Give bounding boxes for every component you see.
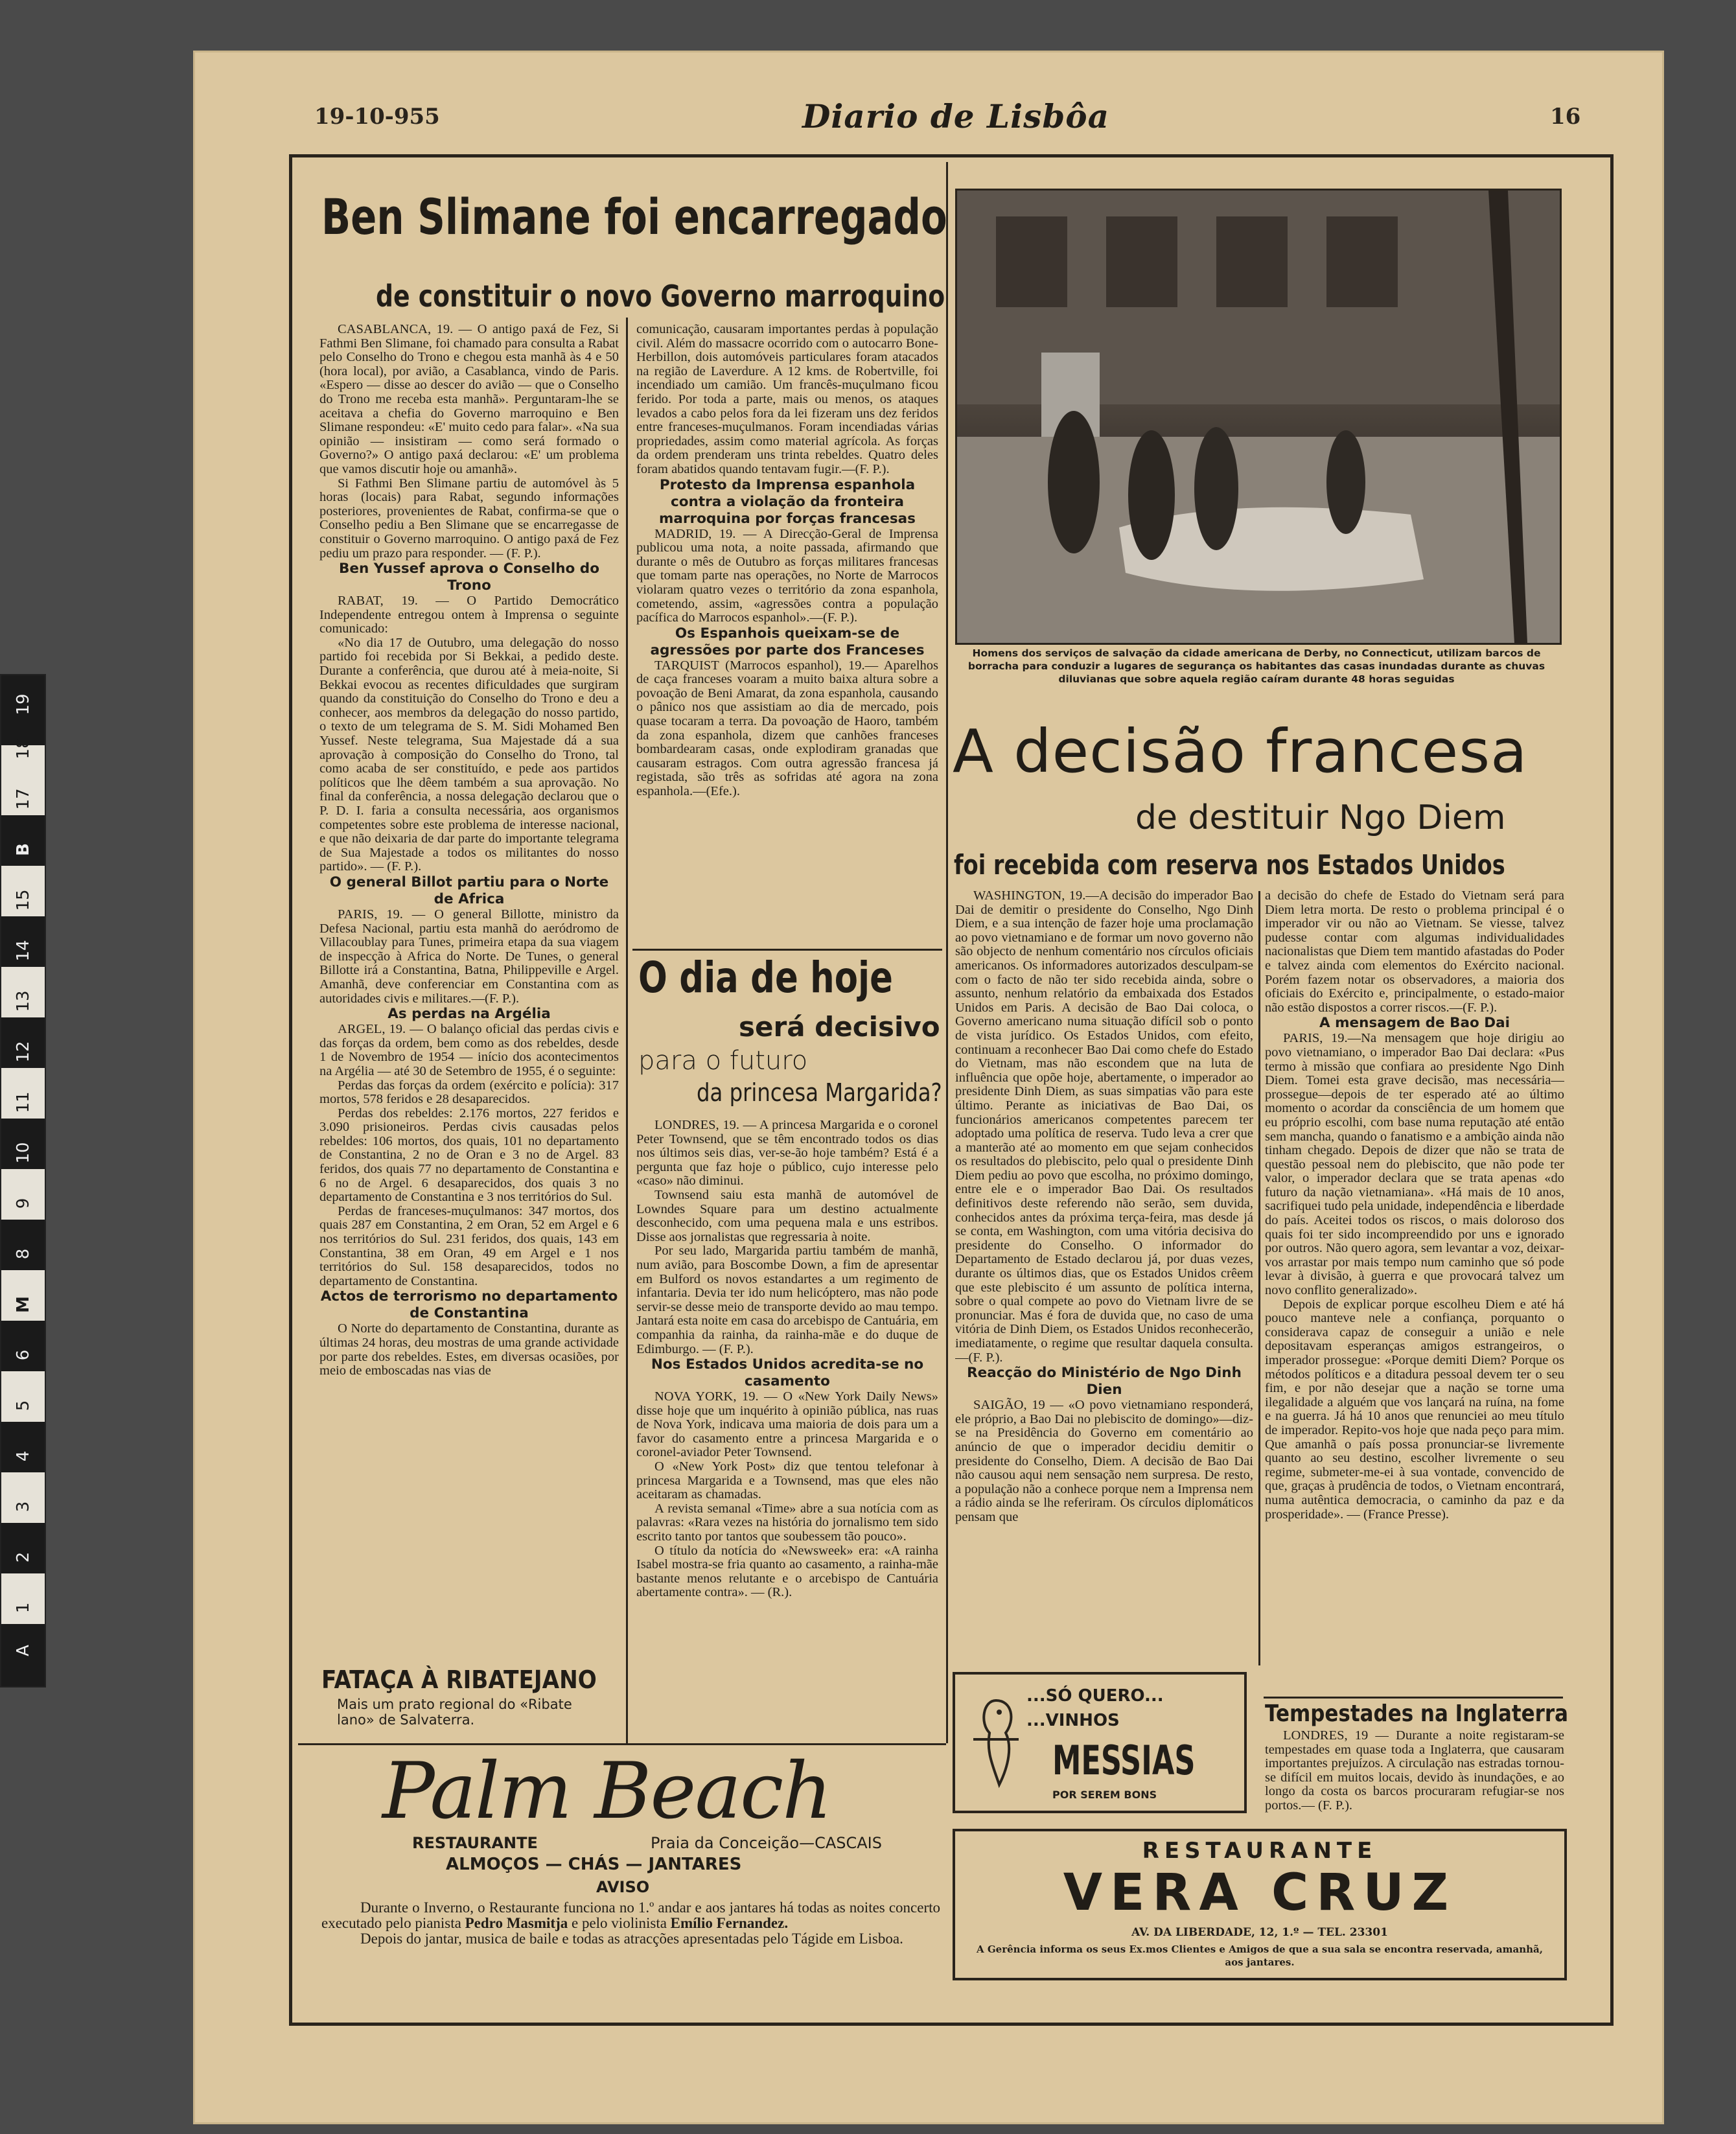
article-tempestades xyxy=(1265,1729,1564,1826)
paragraph: a decisão do chefe de Estado do Vietnam será para Diem letra morta. De resto o problema principal é o imperador vir ou não ao Vietnam. Se viesse, talvez pudesse contar com algumas individualidades nacionalistas que Diem tem mantido afastadas do Poder e talvez ainda com elementos do Exército nacional. Porém fazem notar os observadores, a maioria dos oficiais do Exército e, principalmente, o estado-maior não estão dispostos a correr riscos.—(F. P.). xyxy=(1265,889,1564,1015)
headline-decisao-francesa: A decisão francesa xyxy=(953,717,1528,786)
article-continuation xyxy=(636,323,938,944)
ad-palm-pianist: Pedro Masmitja xyxy=(465,1915,568,1931)
ruler-label: 13 xyxy=(14,990,33,1012)
paragraph: NOVA YORK, 19. — O «New York Daily News» disse hoje que um inquérito à opinião pública, nas ruas de Nova York, indicava uma maioria de dois para um a favor do casamento entre a princesa Margarida e o coronel-aviador Peter Townsend. xyxy=(636,1389,938,1460)
subhead: Os Espanhois queixam-se de agressões por parte dos Franceses xyxy=(650,625,925,658)
paragraph: Por seu lado, Margarida partiu também de manhã, num avião, para Boscombe Down, a fim de apresentar em Bulford os novos estandartes a um regimento de infantaria. Devia ter ido num helicóptero, mas não pode servir-se desse meio de transporte devido ao mau tempo. Jantará esta noite em casa do arcebispo de Cantuária, em companhia da rainha, da rainha-mãe e do duque de Edimburgo. — (F. P.). xyxy=(636,1244,938,1356)
ruler-label: M xyxy=(14,1296,33,1313)
parrot-icon xyxy=(967,1694,1025,1791)
deck-ngo-diem: de destituir Ngo Diem xyxy=(1135,798,1506,837)
column-rule xyxy=(946,162,948,1743)
photo-caption: Homens dos serviços de salvação da cidade americana de Derby, no Connecticut, utilizam barcos de borracha para conduzir a lugares de segurança os habitantes das casas inundadas durante as chuvas diluvianas que sobre aquela região caíram durante 48 horas seguidas xyxy=(967,647,1545,685)
ruler-label: A xyxy=(14,1645,33,1656)
ruler-label: 2 xyxy=(14,1551,33,1563)
ad-messias-tag: POR SEREM BONS xyxy=(1052,1789,1157,1801)
ad-palm-text xyxy=(321,1900,940,1947)
deck-decisivo: será decisivo xyxy=(739,1011,940,1043)
headline-dia-de-hoje: O dia de hoje xyxy=(638,953,893,1003)
paragraph: RABAT, 19. — O Partido Democrático Independente entregou ontem à Imprensa o seguinte comunicado: xyxy=(319,594,619,636)
masthead: Diario de Lisbôa xyxy=(802,97,1110,135)
photo-illustration xyxy=(957,191,1560,643)
column-rule xyxy=(1258,891,1260,1665)
article-ngo-diem-col2 xyxy=(1265,889,1564,1693)
ad-palm-text-part: Durante o Inverno, o Restaurante funciona no 1.º andar e aos jantares há todas as noites concerto executado pelo pianista xyxy=(321,1899,940,1931)
ad-palm-aviso: AVISO xyxy=(596,1878,650,1896)
paragraph: MADRID, 19. — A Direcção-Geral de Imprensa publicou uma nota, a noite passada, afirmando que durante o mês de Outubro as forças militares francesas que tomam parte nas operações, no Norte de Marrocos violaram quatro vezes o território da zona espanhola, cometendo, assim, «agressões contra a população pacífica do Marrocos espanhol».—(F. P.). xyxy=(636,526,938,625)
page-number: 16 xyxy=(1550,104,1581,130)
paragraph: LONDRES, 19 — Durante a noite registaram-se tempestades em quase toda a Inglaterra, que causaram importantes prejuízos. A circulação nas estradas tornou-se difícil em muitos locais, devido às inundações, e ao longo da costa os barcos procuraram refugiar-se nos portos.— (F. P.). xyxy=(1265,1729,1564,1813)
paragraph: A revista semanal «Time» abre a sua notícia com as palavras: «Rara vezes na história do jornalismo tem sido escrito tanto por tantos que soubessem tão pouco». xyxy=(636,1501,938,1544)
paragraph: Perdas dos rebeldes: 2.176 mortos, 227 feridos e 3.090 prisioneiros. Perdas civis causadas pelos rebeldes: 106 mortos, dos quais, 101 no departamento de Constantina, 2 no de Oran e 3 no de Argel. 83 feridos, dos quais 77 no departamento de Constantina e 6 no de Argel. 6 desaparecidos, dos quais 3 no departamento de Constantina e 3 nos territórios do Sul. xyxy=(319,1106,619,1205)
ruler-label: 3 xyxy=(14,1501,33,1513)
deck-ben-slimane: de constituir o novo Governo marroquino xyxy=(376,279,945,314)
ruler-label: 17 xyxy=(14,788,33,810)
ruler-label: 11 xyxy=(14,1091,33,1113)
ad-palm-paragraph xyxy=(321,1900,940,1931)
headline-ben-slimane: Ben Slimane foi encarregado xyxy=(321,188,947,246)
subhead: Ben Yussef aprova o Conselho do Trono xyxy=(339,561,599,594)
ad-vera-note: A Gerência informa os seus Ex.mos Clientes e Amigos de que a sua sala se encontra reservada, amanhã, aos jantares. xyxy=(977,1943,1543,1968)
section-rule xyxy=(298,1743,946,1745)
paragraph: WASHINGTON, 19.—A decisão do imperador Bao Dai de demitir o presidente do Conselho, Ngo Dinh Diem, e a sua intenção de fazer hoje uma proclamação ao povo vietnamiano e de formar um novo governo não são objecto de nenhum comentário nos círculos oficiais americanos. Os informadores autorizados desculpam-se com o facto de não ter sido recebida ainda, sobre o assunto, nenhum relatório da embaixada dos Estados Unidos em Paris. A decisão de Bao Dai coloca, o Governo americano numa situação difícil sob o ponto de vista jurídico. Os Estados Unidos, com efeito, continuam a reconhecer Bao Dai como chefe do Estado do Vietnam, mas não escondem que na luta de influência que opõe hoje, abertamente, o imperador ao presidente Dinh Diem, as suas simpatias vão para este último. Perante as iniciativas de Bao Dai, os funcionários americanos competentes parecem ter adoptado uma política de reserva. Tudo leva a crer que a manterão até ao momento em que sejam conhecidos os resultados do plebiscito, pelo qual o presidente Dinh Diem pediu ao povo que escolha, no próximo domingo, entre ele e o imperador Bao Dai. Os resultados definitivos deste referendo não serão, sem duvida, conhecidos antes da próxima terça-feira, mas desde já se conta, em Washington, com uma vitória decisiva do presidente do Conselho. O informador do Departamento de Estado declarou já, por duas vezes, durante os últimos dias, que os Estados Unidos crêem que este plebiscito é um assunto de política interna, sobre o qual compete ao povo do Vietnam livre de se pronunciar. Mas é fora de duvida que, no caso de uma vitória de Dinh Diem, os Estados Unidos reconhecerão, imediatamente, o regime que resultar daquela consulta.—(F. P.). xyxy=(955,889,1253,1365)
paragraph: Perdas de franceses-muçulmanos: 347 mortos, dos quais 287 em Constantina, 2 em Oran, 52 em Argel e 6 nos territórios do Sul. 231 feridos, dos quais, 143 em Constantina, 38 em Oran, 49 em Argel e 1 nos territórios do Sul. 158 desaparecidos, todos no departamento de Constantina. xyxy=(319,1203,619,1288)
ruler-label: 6 xyxy=(14,1349,33,1361)
paragraph: Depois de explicar porque escolheu Diem e até há pouco manteve nele a confiança, porquanto o considerava capaz de conseguir a união e nele depositavam esperanças amigos estrangeiros, o imperador prossegue: «Porque demiti Diem? Porque os métodos políticos e a ditadura pessoal devem ter o seu fim, e por não desejar que a nação se torne uma ilegalidade a alguém que vos lançará na ruína, na fome e na guerra. Já há 10 anos que renunciei ao meu título de imperador. Repito-vos hoje que nada peço para mim. Que amanhã o país possa pronunciar-se livremente quanto ao seu destino, escolher livremente o seu regime, submeter-me-ei à sua vontade, convencido de que, graças à prudência de todos, o Vietnam encontrará, numa autêntica democracia, o caminho da paz e da prosperidade». — (France Presse). xyxy=(1265,1297,1564,1522)
paragraph: CASABLANCA, 19. — O antigo paxá de Fez, Si Fathmi Ben Slimane, foi chamado para consulta a Rabat pelo Conselho do Trono e chegou esta manhã às 4 e 50 (hora local), por avião, a Casablanca, vindo de Paris. «Espero — disse ao descer do avião — que o Conselho do Trono me receba esta manhã». Perguntaram-lhe se aceitava a chefia do Governo marroquino e Ben Slimane respondeu: «E' muito cedo para falar». «Na sua opinião — insistiram — como será formado o Governo?» O antigo paxá declarou: «E' um problema que vamos discutir hoje ou amanhã». xyxy=(319,323,619,476)
article-ngo-diem-col1 xyxy=(955,889,1253,1657)
ad-messias-line1: ...SÓ QUERO... xyxy=(1026,1686,1164,1706)
paragraph: comunicação, causaram importantes perdas à população civil. Além do massacre ocorrido com o autocarro Bone-Herbillon, dois automóveis particulares foram atacados na região de Laverdure. A 12 kms. de Robertville, foi incendiado um camião. Um francês-muçulmano ficou ferido. Por toda a parte, mais ou menos, os ataques levados a cabo pelos fora da lei fizeram uns dez feridos entre franceses-muçulmanos. Foram incendiadas várias propriedades, assim como material agrícola. As forças da ordem prenderam uns trinta rebeldes. Quatro deles foram abatidos quando tentavam fugir.—(F. P.). xyxy=(636,323,938,476)
deck-futuro: para o futuro xyxy=(638,1046,808,1076)
article-princesa-margarida xyxy=(636,1119,938,1728)
paragraph: Townsend saiu esta manhã de automóvel de Lowndes Square para um destino actualmente desconhecido, com uma pequena mala e uns estribos. Disse aos jornalistas que regressaria à noite. xyxy=(636,1187,938,1244)
ruler-label: 18 xyxy=(14,737,33,760)
paragraph: PARIS, 19.—Na mensagem que hoje dirigiu ao povo vietnamiano, o imperador Bao Dai declara: «Pus termo à missão que confiara ao presidente Ngo Dinh Diem. Tomei esta grave decisão, mas necessária—prossegue—depois de ter esperado até ao último momento o acordar da consciência de um homem que eu próprio escolhi, com base numa reputação até então sem mancha, quando o fanatismo e a ambição ainda não tinham chegado. Depois de dizer que não se trata de questão pessoal nem do plebiscito, que não pode ter valor, o imperador declara que se trata apenas «do futuro da nação vietnamiana». «Há mais de 10 anos, sacrifiquei tudo pela unidade, independência e liberdade do país. Aceitei todos os riscos, o mais doloroso dos quais foi ter sido incompreendido por uns e ignorado por outros. Não quero agora, sem levantar a voz, deixar-vos arrastar por mais tempo num caminho que só pode levar à divisão, à guerra e que provocará talvez um novo conflito generalizado». xyxy=(1265,1031,1564,1298)
ruler-label: 14 xyxy=(14,940,33,962)
column-rule xyxy=(626,318,628,1743)
ad-palm-paragraph: Depois do jantar, musica de baile e todas as atracções apresentadas pelo Tágide em Lisboa. xyxy=(360,1931,903,1947)
paragraph: ARGEL, 19. — O balanço oficial das perdas civis e das forças da ordem, bem como as dos rebeldes, desde 1 de Novembro de 1954 — início dos acontecimentos na Argélia — até 30 de Setembro de 1955, é o seguinte: xyxy=(319,1022,619,1078)
ad-vera-cruz xyxy=(953,1829,1567,1980)
ad-palm-text-part: e pelo violinista xyxy=(568,1915,671,1931)
color-calibration-ruler xyxy=(0,674,46,1687)
ad-messias-brand: MESSIAS xyxy=(1052,1737,1196,1784)
subhead: Actos de terrorismo no departamento de Constantina xyxy=(320,1288,618,1322)
ruler-label: 15 xyxy=(14,889,33,911)
subhead: As perdas na Argélia xyxy=(388,1006,551,1023)
paragraph: O «New York Post» diz que tentou telefonar à princesa Margarida e a Townsend, mas que eles não aceitaram as chamadas. xyxy=(636,1459,938,1502)
ad-fataca-title: FATAÇA À RIBATEJANO xyxy=(321,1665,597,1694)
ruler-label: 5 xyxy=(14,1400,33,1411)
paragraph: «No dia 17 de Outubro, uma delegação do nosso partido foi recebida por Si Bekkai, a pedido deste. Durante a conferência, que durou até à meia-noite, Si Bekkai evocou as recentes dificuldades que surgiram quando da constituição do Conselho do Trono e deu a conhecer, aos membros da delegação do nosso partido, o texto de um telegrama de S. M. Sidi Mohamed Ben Yussef. Neste telegrama, Sua Majestade dá a sua aprovação à composição do Conselho do Trono, tal como acaba de ser constituído, e pede aos partidos políticos que lhe dêem também a sua aprovação. No final da conferência, a nossa delegação declarou que o P. D. I. faria a consulta necessária, aos organismos competentes sobre este problema de interesse nacional, e que não deixaria de dar parte do importante telegrama de Sua Majestade a todos os militantes do nosso partido». — (F. P.). xyxy=(319,635,619,874)
ruler-label: 4 xyxy=(14,1450,33,1462)
ad-fataca-line: lano» de Salvaterra. xyxy=(337,1712,475,1728)
ad-palm-location: Praia da Conceição—CASCAIS xyxy=(651,1834,882,1852)
article-ben-slimane xyxy=(319,323,619,1729)
ad-messias xyxy=(953,1672,1247,1813)
subhead: Protesto da Imprensa espanhola contra a violação da fronteira marroquina por forças francesas xyxy=(659,476,916,527)
ruler-label: 9 xyxy=(14,1198,33,1209)
ad-vera-name: VERA CRUZ xyxy=(1063,1864,1457,1922)
ad-palm-beach-logo: Palm Beach xyxy=(382,1746,831,1837)
headline-tempestades: Tempestades na Inglaterra xyxy=(1265,1700,1569,1727)
paragraph: Si Fathmi Ben Slimane partiu de automóvel às 5 horas (locais) para Rabat, segundo informações posteriores, provenientes de Rabat, confirma-se que o Conselho pediu a Ben Slimane que se encarregasse de constituir o Governo marroquino. O antigo paxá de Fez pediu um prazo para responder. — (F. P.). xyxy=(319,476,619,561)
ad-vera-address: AV. DA LIBERDADE, 12, 1.º — TEL. 23301 xyxy=(1131,1926,1388,1939)
ad-palm-restaurante: RESTAURANTE xyxy=(412,1834,538,1852)
section-rule xyxy=(1264,1697,1563,1699)
subhead: Nos Estados Unidos acredita-se no casamento xyxy=(651,1356,924,1390)
ruler-label: 10 xyxy=(14,1142,33,1164)
ad-palm-services: ALMOÇOS — CHÁS — JANTARES xyxy=(446,1855,742,1874)
paragraph: TARQUIST (Marrocos espanhol), 19.— Aparelhos de caça franceses voaram a muito baixa altura sobre a povoação de Beni Amarat, da zona espanhola, causando o pânico nos que assistiam ao dia de mercado, pois quase tocaram a terra. Da povoação de Haoro, também da zona espanhola, dizem que canhões franceses bombardearam casas, onde explodiram granadas que causaram estragos. Com outra agressão francesa já registada, são três as sofridas até agora na zona espanhola.—(Efe.). xyxy=(636,658,938,799)
paragraph: O Norte do departamento de Constantina, durante as últimas 24 horas, deu mostras de uma grande actividade por parte dos rebeldes. Estes, em diversas ocasiões, por meio de emboscadas nas vias de xyxy=(319,1321,619,1378)
ad-fataca-line: Mais um prato regional do «Ribate xyxy=(337,1697,572,1712)
subhead: A mensagem de Bao Dai xyxy=(1319,1015,1510,1032)
paragraph: LONDRES, 19. — A princesa Margarida e o coronel Peter Townsend, que se têm encontrado todos os dias nos últimos seis dias, ver-se-ão hoje também? Está é a pergunta que faz hoje o público, cujo interesse pelo «caso» não diminui. xyxy=(636,1119,938,1189)
paragraph: Perdas das forças da ordem (exército e polícia): 317 mortos, 578 feridos e 28 desaparecidos. xyxy=(319,1078,619,1107)
ad-fataca-text xyxy=(337,1697,572,1728)
issue-date: 19-10-955 xyxy=(314,104,440,130)
subhead: O general Billot partiu para o Norte de Africa xyxy=(329,874,609,907)
ad-messias-line2: ...VINHOS xyxy=(1026,1711,1120,1730)
paragraph: PARIS, 19. — O general Billotte, ministro da Defesa Nacional, partiu esta manhã do aeródromo de Villacoublay para Tunes, primeira etapa da sua viagem de inspecção à Africa do Norte. De Tunes, o general Billotte irá a Constantina, Batna, Philippeville e Argel. Amanhã, deve conferenciar em Constantina com as autoridades civis e militares.—(F. P.). xyxy=(319,907,619,1006)
section-rule xyxy=(632,949,942,951)
ad-palm-violinist: Emílio Fernandez. xyxy=(670,1915,789,1931)
ruler-label: 12 xyxy=(14,1041,33,1063)
ruler-label: 1 xyxy=(14,1602,33,1614)
ruler-label: B xyxy=(14,843,33,856)
deck-estados-unidos: foi recebida com reserva nos Estados Unidos xyxy=(954,849,1505,881)
deck-princesa: da princesa Margarida? xyxy=(697,1078,942,1107)
paragraph: O título da notícia do «Newsweek» era: «A rainha Isabel mostra-se fria quanto ao casamento, a rainha-mãe bastante menos relutante e o arcebispo de Cantuária abertamente contra». — (R.). xyxy=(636,1543,938,1600)
subhead: Reacção do Ministério de Ngo Dinh Dien xyxy=(967,1365,1242,1398)
ad-vera-label: RESTAURANTE xyxy=(1142,1838,1378,1864)
ruler-label: 19 xyxy=(14,693,33,715)
ruler-label: 8 xyxy=(14,1248,33,1260)
flood-rescue-photo xyxy=(955,189,1562,645)
paragraph: SAIGÃO, 19 — «O povo vietnamiano responderá, ele próprio, a Bao Dai no plebiscito de domingo»—diz-se na Presidência do Governo em comentário ao anúncio de que o imperador decidiu demitir o presidente do Conselho, Diem. A decisão de Bao Dai não causou aqui nem sensação nem surpresa. De resto, a população não a conhece porque nem a Imprensa nem a rádio ainda se lhe referiram. Os círculos diplomáticos pensam que xyxy=(955,1398,1253,1524)
